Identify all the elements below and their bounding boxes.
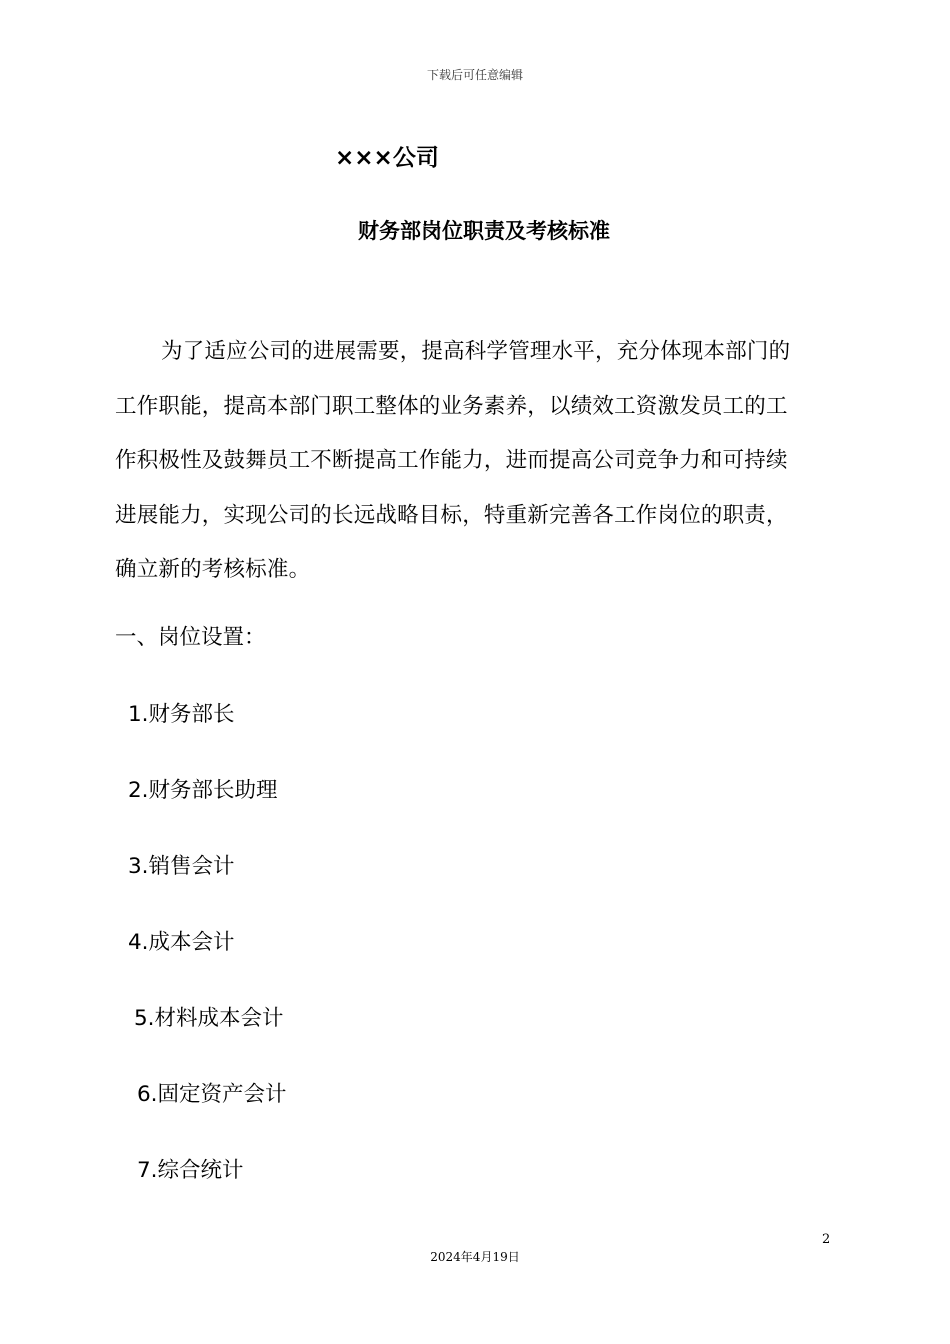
document-title: 财务部岗位职责及考核标准 [358,219,610,243]
footer-date: 2024年4月19日 [430,1250,520,1264]
position-item: 1.财务部长 [128,702,235,727]
intro-paragraph [115,325,837,598]
intro-line: 作积极性及鼓舞员工不断提高工作能力，进而提高公司竞争力和可持续 [115,448,788,473]
intro-line: 进展能力，实现公司的长远战略目标，特重新完善各工作岗位的职责， [115,502,788,528]
section-heading: 一、岗位设置： [115,625,266,650]
position-item: 2.财务部长助理 [128,778,278,803]
position-item: 6.固定资产会计 [137,1082,287,1107]
position-item: 7.综合统计 [137,1158,244,1183]
position-item: 5.材料成本会计 [134,1006,284,1031]
intro-line: 为了适应公司的进展需要，提高科学管理水平，充分体现本部门的 [161,339,791,364]
page-number: 2 [822,1232,831,1247]
position-item: 4.成本会计 [128,930,235,955]
intro-line: 工作职能，提高本部门职工整体的业务素养，以绩效工资激发员工的工 [115,393,788,419]
company-name: ×××公司 [335,145,439,171]
header-note: 下载后可任意编辑 [426,68,523,82]
intro-line: 确立新的考核标准。 [115,557,311,582]
position-item: 3.销售会计 [128,854,235,879]
